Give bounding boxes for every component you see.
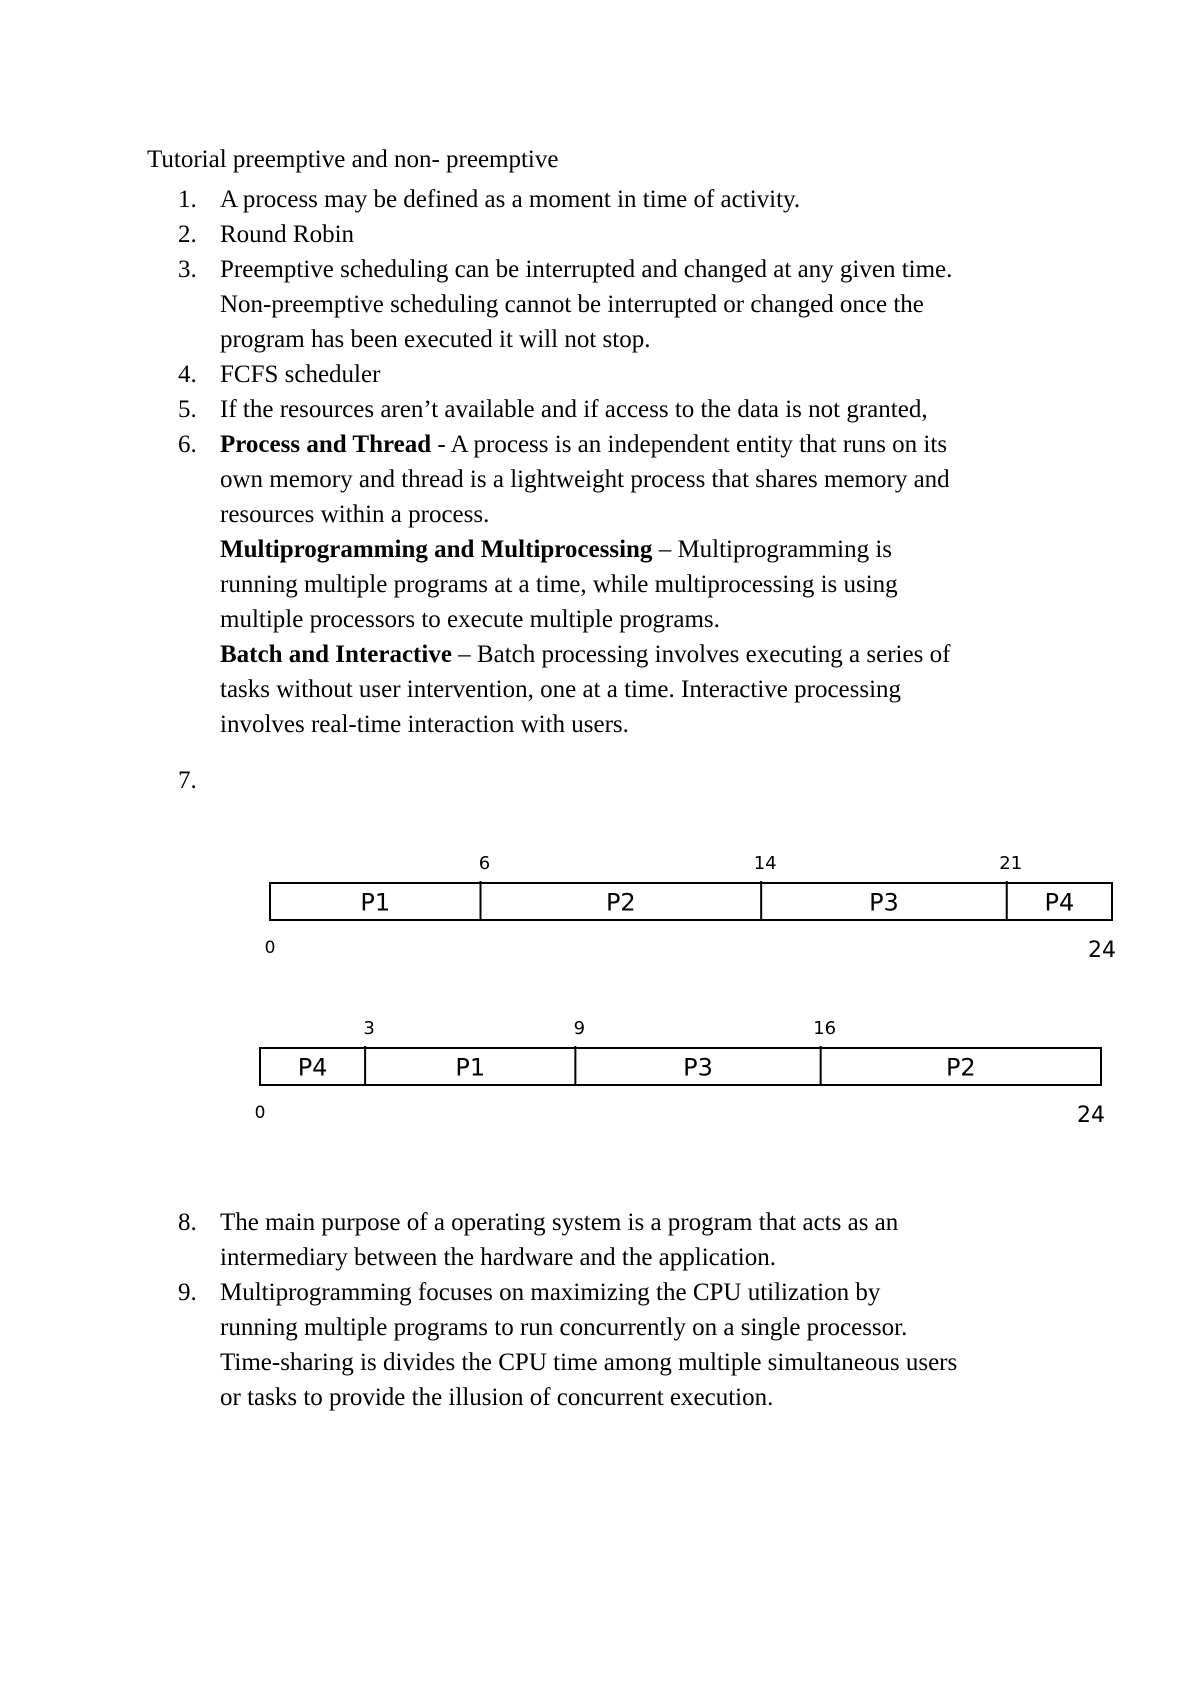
text-line: If the resources aren’t available and if access to the data is not granted, <box>220 396 928 423</box>
list-text <box>220 182 1100 217</box>
list-text <box>220 392 1100 427</box>
text-line: program has been executed it will not stop. <box>220 326 651 353</box>
text-line: Time-sharing is divides the CPU time among multiple simultaneous users <box>220 1349 958 1376</box>
page-title: Tutorial preemptive and non- preemptive <box>147 146 559 173</box>
gantt-start-label: 0 <box>264 938 276 958</box>
gantt-segment-label: P4 <box>1044 888 1075 917</box>
list-number: 7. <box>178 767 197 794</box>
gantt-end-label: 24 <box>1088 938 1116 963</box>
list-text <box>220 1275 1100 1415</box>
text-line: multiple processors to execute multiple programs. <box>220 606 720 633</box>
term-heading: Multiprogramming and Multiprocessing <box>220 536 653 563</box>
list-number: 5. <box>178 396 197 423</box>
text-line: involves real-time interaction with users. <box>220 711 629 738</box>
gantt-chart-fcfs <box>0 840 1200 970</box>
gantt-time-label: 16 <box>813 1018 837 1039</box>
text-line: resources within a process. <box>220 501 490 528</box>
text-line: Preemptive scheduling can be interrupted and changed at any given time. <box>220 256 953 283</box>
gantt-time-label: 3 <box>363 1018 375 1039</box>
gantt-segment-label: P1 <box>360 888 391 917</box>
gantt-segment-label: P3 <box>683 1053 713 1082</box>
text-line: intermediary between the hardware and the application. <box>220 1244 777 1271</box>
gantt-time-label: 14 <box>753 853 777 874</box>
list-text <box>220 252 1100 357</box>
list-number: 6. <box>178 431 197 458</box>
text-line: tasks without user intervention, one at a time. Interactive processing <box>220 676 902 703</box>
text-line: Round Robin <box>220 221 355 248</box>
gantt-time-label: 6 <box>478 853 491 874</box>
gantt-time-label: 9 <box>573 1018 586 1039</box>
list-number: 1. <box>178 186 197 213</box>
list-text <box>220 217 1100 252</box>
gantt-chart-sjf <box>0 1003 1200 1133</box>
text-line <box>220 637 1100 672</box>
text-span: - A process is an independent entity that runs on its <box>431 431 948 458</box>
list-text <box>220 427 1100 742</box>
gantt-segment-label: P1 <box>455 1053 486 1082</box>
text-line: Multiprogramming focuses on maximizing the CPU utilization by <box>220 1279 881 1306</box>
text-line: running multiple programs at a time, while multiprocessing is using <box>220 571 898 598</box>
text-span: – Multiprogramming is <box>652 536 893 563</box>
text-line <box>220 532 1100 567</box>
text-line: A process may be defined as a moment in time of activity. <box>220 186 801 213</box>
gantt-segment-label: P4 <box>297 1053 328 1082</box>
text-line: The main purpose of a operating system is a program that acts as an <box>220 1209 899 1236</box>
text-line: or tasks to provide the illusion of concurrent execution. <box>220 1384 774 1411</box>
term-heading: Batch and Interactive <box>220 641 452 668</box>
list-number: 9. <box>178 1279 197 1306</box>
list-text <box>220 357 1100 392</box>
text-line: running multiple programs to run concurrently on a single processor. <box>220 1314 908 1341</box>
text-span: – Batch processing involves executing a series of <box>451 641 951 668</box>
gantt-time-label: 21 <box>999 853 1023 874</box>
gantt-segment-label: P3 <box>869 888 899 917</box>
list-number: 4. <box>178 361 197 388</box>
gantt-segment-label: P2 <box>605 888 636 917</box>
gantt-end-label: 24 <box>1077 1103 1105 1128</box>
list-text <box>220 1205 1100 1275</box>
list-number: 8. <box>178 1209 197 1236</box>
text-line: Non-preemptive scheduling cannot be interrupted or changed once the <box>220 291 924 318</box>
gantt-segment-label: P2 <box>945 1053 976 1082</box>
list-number: 2. <box>178 221 197 248</box>
gantt-start-label: 0 <box>254 1103 266 1123</box>
gantt-bar-outline <box>270 883 1112 920</box>
text-line: own memory and thread is a lightweight process that shares memory and <box>220 466 950 493</box>
text-line <box>220 427 1100 462</box>
term-heading: Process and Thread <box>220 431 432 458</box>
text-line: FCFS scheduler <box>220 361 381 388</box>
list-number: 3. <box>178 256 197 283</box>
